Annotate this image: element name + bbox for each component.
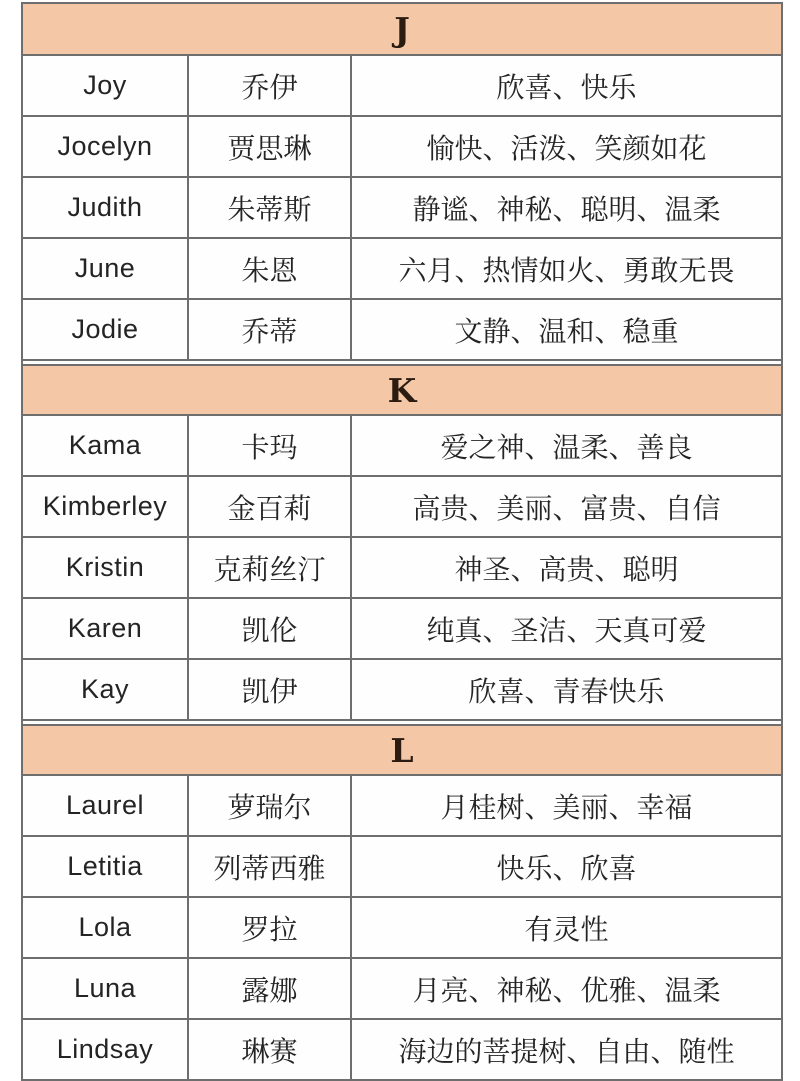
cell-meaning: 愉快、活泼、笑颜如花 — [426, 132, 707, 164]
cell-english-name: Laurel — [23, 776, 189, 835]
cell-english-name: Jocelyn — [23, 117, 189, 176]
cell-english-name: Karen — [23, 599, 189, 658]
cell-english-name: Letitia — [23, 837, 189, 896]
section-letter: K — [387, 370, 417, 410]
cell-chinese-name: 贾思琳 — [189, 117, 352, 176]
table-row — [23, 599, 781, 660]
table-row — [23, 117, 781, 178]
names-table — [21, 2, 783, 1081]
cell-chinese-name: 列蒂西雅 — [189, 837, 352, 896]
cell-meaning: 有灵性 — [524, 913, 609, 945]
cell-meaning: 月桂树、美丽、幸福 — [440, 791, 693, 823]
letter-section — [23, 724, 781, 1081]
cell-meaning: 文静、温和、稳重 — [454, 315, 679, 347]
cell-chinese-name: 金百莉 — [189, 477, 352, 536]
cell-chinese-name: 凯伊 — [189, 660, 352, 719]
cell-chinese-name: 乔蒂 — [189, 300, 352, 359]
section-letter: J — [394, 9, 410, 49]
cell-meaning: 高贵、美丽、富贵、自信 — [412, 492, 721, 524]
cell-chinese-name: 乔伊 — [189, 56, 352, 115]
cell-meaning: 纯真、圣洁、天真可爱 — [426, 614, 707, 646]
cell-english-name: Joy — [23, 56, 189, 115]
table-row — [23, 416, 781, 477]
cell-meaning: 海边的菩提树、自由、随性 — [398, 1035, 735, 1067]
cell-english-name: Luna — [23, 959, 189, 1018]
table-row — [23, 837, 781, 898]
table-row — [23, 959, 781, 1020]
section-letter: L — [390, 730, 414, 770]
section-letter-header — [23, 724, 781, 776]
cell-meaning: 六月、热情如火、勇敢无畏 — [398, 254, 735, 286]
table-row — [23, 1020, 781, 1081]
table-row — [23, 898, 781, 959]
letter-section — [23, 364, 781, 721]
cell-chinese-name: 罗拉 — [189, 898, 352, 957]
cell-chinese-name: 克莉丝汀 — [189, 538, 352, 597]
cell-english-name: Kristin — [23, 538, 189, 597]
cell-meaning: 月亮、神秘、优雅、温柔 — [412, 974, 721, 1006]
table-row — [23, 660, 781, 721]
cell-chinese-name: 琳赛 — [189, 1020, 352, 1079]
table-row — [23, 239, 781, 300]
table-row — [23, 477, 781, 538]
section-rows — [23, 416, 781, 721]
section-letter-header — [23, 4, 781, 56]
section-rows — [23, 56, 781, 361]
cell-chinese-name: 朱蒂斯 — [189, 178, 352, 237]
cell-english-name: Lola — [23, 898, 189, 957]
table-row — [23, 776, 781, 837]
cell-meaning: 神圣、高贵、聪明 — [454, 553, 679, 585]
cell-chinese-name: 凯伦 — [189, 599, 352, 658]
cell-english-name: Kimberley — [23, 477, 189, 536]
cell-chinese-name: 卡玛 — [189, 416, 352, 475]
cell-english-name: Jodie — [23, 300, 189, 359]
cell-english-name: Judith — [23, 178, 189, 237]
cell-english-name: Lindsay — [23, 1020, 189, 1079]
section-rows — [23, 776, 781, 1081]
cell-meaning: 快乐、欣喜 — [496, 852, 637, 884]
cell-meaning: 爱之神、温柔、善良 — [440, 431, 693, 463]
table-row — [23, 538, 781, 599]
cell-meaning: 欣喜、快乐 — [496, 71, 637, 103]
cell-chinese-name: 朱恩 — [189, 239, 352, 298]
cell-english-name: June — [23, 239, 189, 298]
cell-chinese-name: 萝瑞尔 — [189, 776, 352, 835]
section-letter-header — [23, 364, 781, 416]
table-row — [23, 300, 781, 361]
cell-meaning: 静谧、神秘、聪明、温柔 — [412, 193, 721, 225]
cell-meaning: 欣喜、青春快乐 — [468, 675, 665, 707]
letter-section — [23, 4, 781, 361]
cell-english-name: Kay — [23, 660, 189, 719]
cell-chinese-name: 露娜 — [189, 959, 352, 1018]
table-row — [23, 178, 781, 239]
table-row — [23, 56, 781, 117]
cell-english-name: Kama — [23, 416, 189, 475]
